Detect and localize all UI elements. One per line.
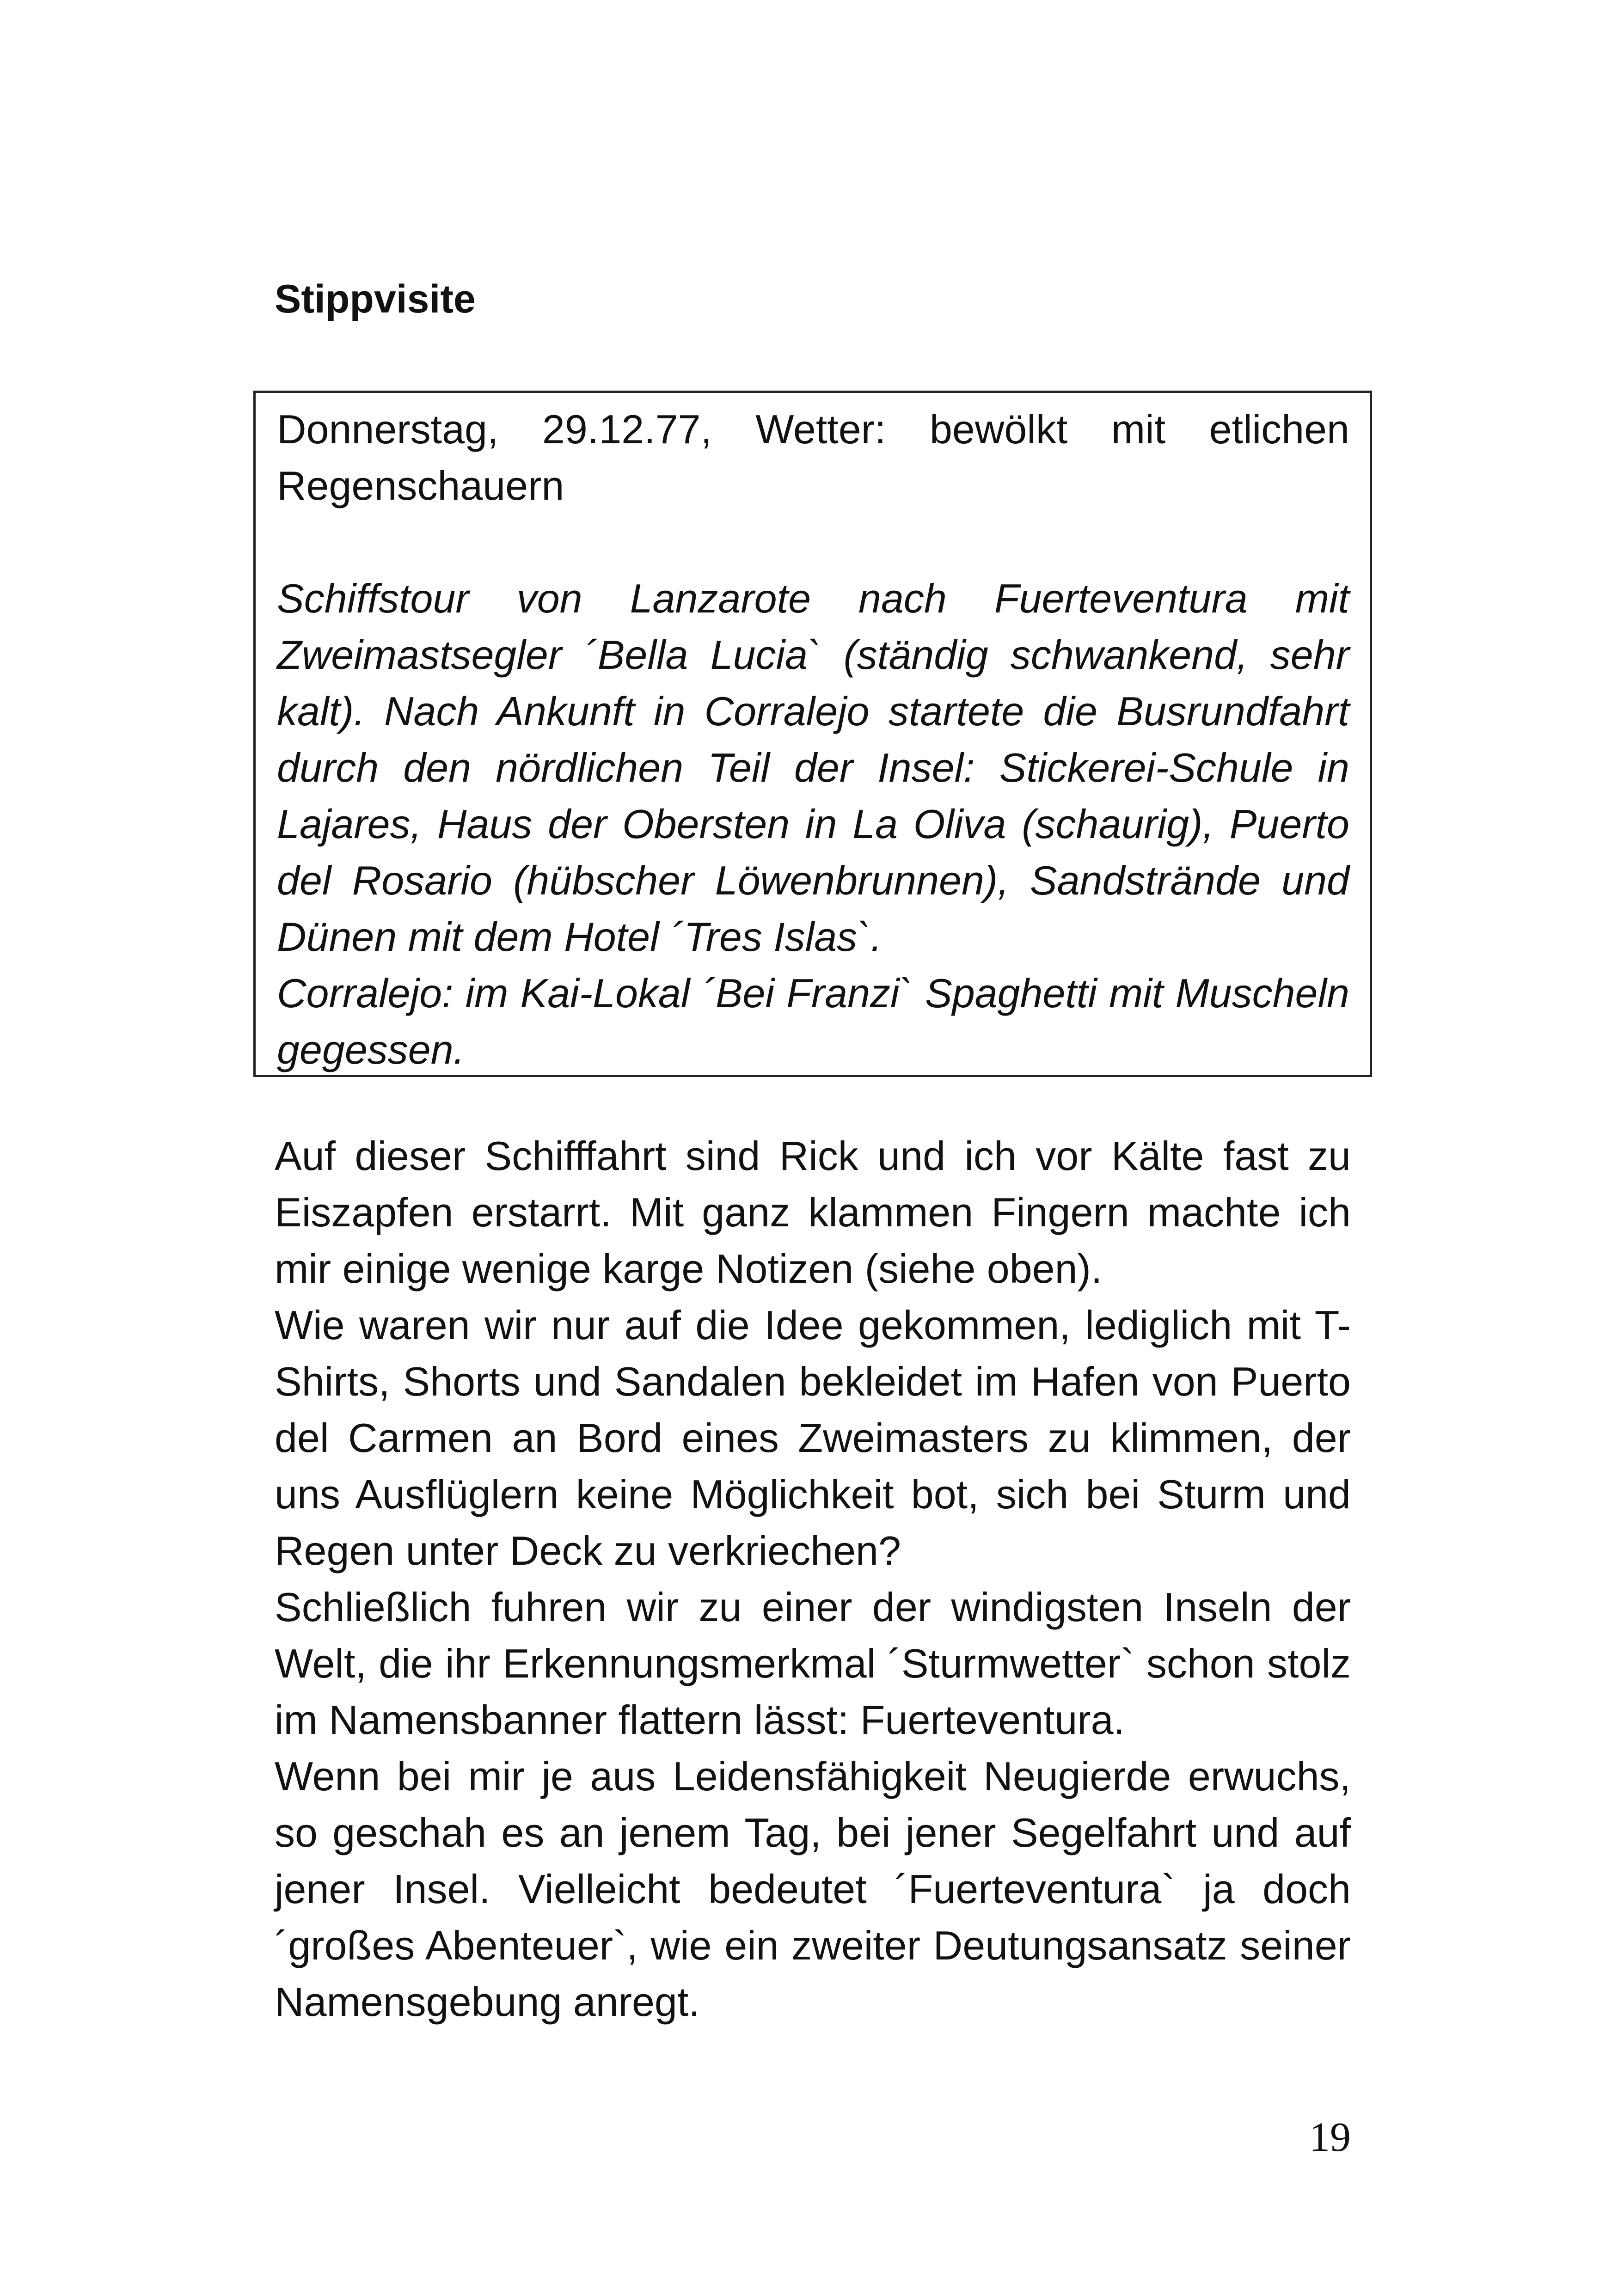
diary-entry-line: Corralejo: im Kai-Lokal ´Bei Franzi` Spaghetti mit Muscheln gegessen. <box>277 970 1349 1072</box>
chapter-title: Stippvisite <box>275 277 476 321</box>
paragraph: Auf dieser Schifffahrt sind Rick und ich vor Kälte fast zu Eiszapfen erstarrt. Mit ganz klammen Fingern machte ich mir einige wenige karge Notizen (siehe oben). <box>275 1133 1351 1292</box>
diary-entry-text <box>277 570 1349 1078</box>
page-number: 19 <box>1309 2114 1351 2160</box>
paragraph: Wie waren wir nur auf die Idee gekommen, lediglich mit T-Shirts, Shorts und Sandalen bekleidet im Hafen von Puerto del Carmen an Bord eines Zweimasters zu klimmen, der uns Ausflüglern keine Möglichkeit bot, sich bei Sturm und Regen unter Deck zu verkriechen? <box>275 1302 1351 1574</box>
paragraph: Wenn bei mir je aus Leidensfähigkeit Neugierde erwuchs, so geschah es an jenem Tag, bei jener Segelfahrt und auf jener Insel. Vielleicht bedeutet ´Fuerteventura` ja doch ´großes Abenteuer`, wie ein zweiter Deutungsansatz seiner Namensgebung anregt. <box>275 1753 1351 2025</box>
diary-excerpt-box <box>253 391 1372 1077</box>
diary-date-weather: Donnerstag, 29.12.77, Wetter: bewölkt mit etlichen Regenschauern <box>277 406 1349 508</box>
paragraph: Schließlich fuhren wir zu einer der windigsten Inseln der Welt, die ihr Erkennungsmerkmal ´Sturmwetter` schon stolz im Namensbanner flattern lässt: Fuerteventura. <box>275 1584 1351 1743</box>
diary-entry-line: Schiffstour von Lanzarote nach Fuerteventura mit Zweimastsegler ´Bella Lucia` (ständig schwankend, sehr kalt). Nach Ankunft in Corralejo startete die Busrundfahrt durch den nördlichen Teil der Insel: Stickerei-Schule in Lajares, Haus der Obersten in La Oliva (schaurig), Puerto del Rosario (hübscher Löwenbrunnen), Sandstrände und Dünen mit dem Hotel ´Tres Islas`. <box>277 576 1349 960</box>
narrative-text <box>275 1128 1351 2030</box>
